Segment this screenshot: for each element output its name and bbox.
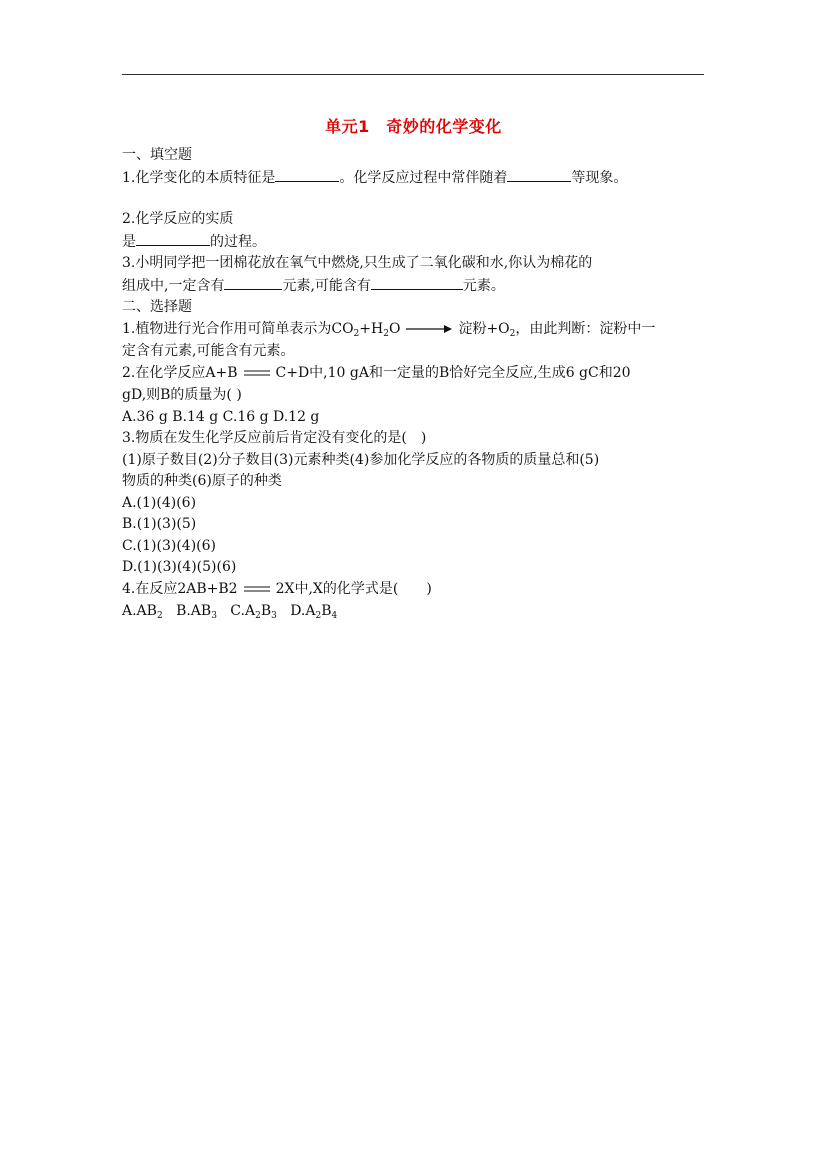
choice-2-options: A.36 g B.14 g C.16 g D.12 g — [122, 409, 320, 425]
question-2-line1: 2.化学反应的实质 — [122, 211, 234, 227]
c1-text: 淀粉+O — [458, 321, 510, 337]
subscript: 2 — [156, 611, 163, 621]
q1-text-b: 。化学反应过程中常伴随着 — [339, 170, 508, 186]
choice-2-line2: gD,则B的质量为( ) — [122, 387, 242, 403]
answer-blank — [275, 167, 339, 182]
reaction-arrow-icon — [406, 324, 452, 334]
c4-option-a: A.AB — [122, 603, 157, 619]
section-multiple-choice: 二、选择题 — [122, 299, 192, 315]
subscript: 2 — [383, 329, 389, 339]
c2-text: C+D中,10 gA和一定量的B恰好完全反应,生成6 gC和20 — [275, 365, 631, 381]
c4-option-c: C.A — [230, 603, 256, 619]
subscript: 4 — [331, 611, 338, 621]
choice-3-option-b: B.(1)(3)(5) — [122, 516, 197, 532]
c4-option-b: B.AB — [176, 603, 212, 619]
question-1 — [122, 167, 627, 188]
answer-blank — [224, 275, 282, 290]
equals-sign-icon — [244, 369, 270, 377]
choice-4-options — [122, 601, 337, 621]
choice-4-stem — [122, 579, 432, 599]
q1-text-c: 等现象。 — [571, 170, 628, 186]
c1-text: ，由此判断：淀粉中一 — [515, 321, 656, 337]
c4-text: 2X中,X的化学式是( ) — [275, 581, 432, 597]
q1-text-a: 1.化学变化的本质特征是 — [122, 170, 276, 186]
c1-text: O — [388, 321, 401, 337]
c4-text: 4.在反应2AB+B2 — [122, 581, 238, 597]
subscript: 3 — [211, 611, 217, 621]
choice-3-option-a: A.(1)(4)(6) — [122, 495, 197, 511]
choice-1-line1 — [122, 319, 655, 339]
q3-text-b: 元素,可能含有 — [282, 278, 371, 294]
subscript: 3 — [271, 611, 277, 621]
subscript: 2 — [353, 329, 360, 339]
question-2-line2 — [122, 231, 266, 252]
q2-text-b: 的过程。 — [210, 234, 266, 250]
c4-option-c: B — [260, 603, 272, 619]
answer-blank — [507, 167, 571, 182]
question-3-line1: 3.小明同学把一团棉花放在氧气中燃烧,只生成了二氧化碳和水,你认为棉花的 — [122, 255, 593, 271]
page-title: 单元1 奇妙的化学变化 — [325, 117, 502, 136]
c1-text: 1.植物进行光合作用可简单表示为CO — [122, 321, 354, 337]
q2-text-a: 是 — [122, 234, 136, 250]
q3-text-a: 组成中,一定含有 — [122, 278, 225, 294]
c4-option-d: D.A — [290, 603, 316, 619]
subscript: 2 — [509, 329, 516, 339]
header-rule — [122, 74, 704, 75]
answer-blank — [371, 275, 463, 290]
choice-3-items-line1: (1)原子数目(2)分子数目(3)元素种类(4)参加化学反应的各物质的质量总和(5) — [122, 452, 600, 468]
question-3-line2 — [122, 275, 505, 296]
c2-text: 2.在化学反应A+B — [122, 365, 238, 381]
choice-2-line1 — [122, 363, 631, 383]
choice-3-option-c: C.(1)(3)(4)(6) — [122, 538, 216, 554]
c4-option-d: B — [321, 603, 332, 619]
choice-3-option-d: D.(1)(3)(4)(5)(6) — [122, 559, 237, 575]
subscript: 2 — [255, 611, 261, 621]
subscript: 2 — [315, 611, 322, 621]
section-fill-blank: 一、填空题 — [122, 147, 192, 163]
choice-1-line2: 定含有元素,可能含有元素。 — [122, 343, 295, 359]
choice-3-stem: 3.物质在发生化学反应前后肯定没有变化的是( ) — [122, 430, 427, 446]
q3-text-c: 元素。 — [462, 278, 505, 294]
equals-sign-icon — [244, 585, 270, 593]
answer-blank — [136, 231, 210, 246]
choice-3-items-line2: 物质的种类(6)原子的种类 — [122, 473, 282, 489]
c1-text: +H — [359, 321, 384, 337]
